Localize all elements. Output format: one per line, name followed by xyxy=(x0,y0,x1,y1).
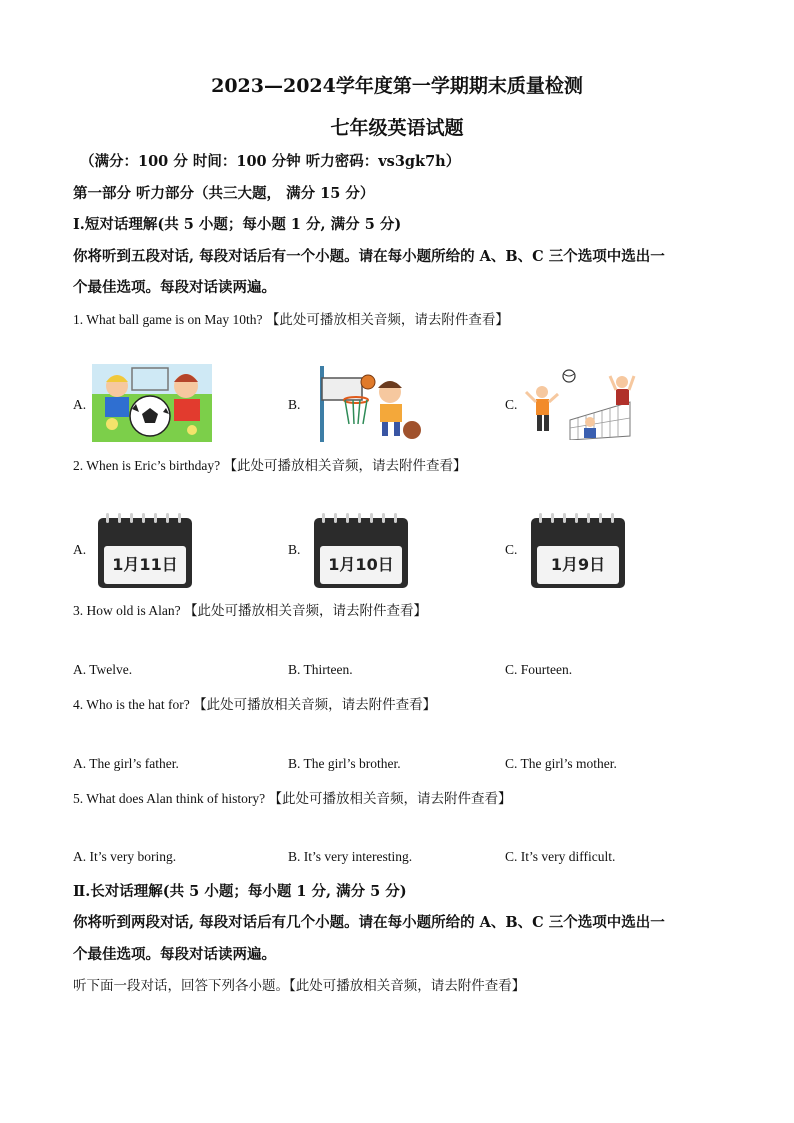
section1-instructions-2: 个最佳选项。每段对话读两遍。 xyxy=(73,279,276,296)
q1-option-a-label: A. xyxy=(73,397,87,412)
basketball-picture xyxy=(318,366,422,442)
q2-option-a-label: A. xyxy=(73,542,87,557)
calendar-icon-c xyxy=(529,512,627,594)
section2-prompt: 听下面一段对话，回答下列各小题。【此处可播放相关音频，请去附件查看】 xyxy=(73,978,526,994)
question-2: 2. When is Eric’s birthday? 【此处可播放相关音频，请去附件查看】 xyxy=(73,458,467,473)
q3-option-a: A. Twelve. xyxy=(73,662,133,677)
section2-instructions-2: 个最佳选项。每段对话读两遍。 xyxy=(73,946,276,963)
q5-option-b: B. It’s very interesting. xyxy=(288,849,413,864)
q5-option-c: C. It’s very difficult. xyxy=(505,849,616,864)
calendar-date-b: 1月10日 xyxy=(328,555,394,574)
section2-heading: Ⅱ.长对话理解(共 5 小题；每小题 1 分, 满分 5 分) xyxy=(73,883,407,900)
question-3: 3. How old is Alan? 【此处可播放相关音频，请去附件查看】 xyxy=(73,603,427,618)
section1-heading: Ⅰ.短对话理解(共 5 小题；每小题 1 分, 满分 5 分) xyxy=(73,216,402,233)
question-4: 4. Who is the hat for? 【此处可播放相关音频，请去附件查看】 xyxy=(73,697,437,712)
q3-option-c: C. Fourteen. xyxy=(505,662,573,677)
q4-option-b: B. The girl’s brother. xyxy=(288,756,401,771)
calendar-icon-b xyxy=(312,512,410,594)
exam-subtitle: 七年级英语试题 xyxy=(330,117,464,139)
question-1: 1. What ball game is on May 10th? 【此处可播放相关音频，请去附件查看】 xyxy=(73,312,509,327)
soccer-picture xyxy=(92,364,212,442)
section1-instructions-1: 你将听到五段对话, 每段对话后有一个小题。请在每小题所给的 A、B、C 三个选项中选出一 xyxy=(73,248,665,265)
q2-option-b-label: B. xyxy=(288,542,301,557)
question-5: 5. What does Alan think of history? 【此处可播放相关音频，请去附件查看】 xyxy=(73,791,512,806)
q4-option-a: A. The girl’s father. xyxy=(73,756,179,771)
q1-option-c-label: C. xyxy=(505,397,518,412)
calendar-date-a: 1月11日 xyxy=(112,555,178,574)
q3-option-b: B. Thirteen. xyxy=(288,662,353,677)
calendar-date-c: 1月9日 xyxy=(550,555,606,574)
part1-heading: 第一部分 听力部分（共三大题， 满分 15 分） xyxy=(73,185,375,202)
section2-instructions-1: 你将听到两段对话, 每段对话后有几个小题。请在每小题所给的 A、B、C 三个选项中选出一 xyxy=(73,914,665,931)
volleyball-picture xyxy=(522,366,636,440)
calendar-icon-a xyxy=(96,512,194,594)
q5-option-a: A. It’s very boring. xyxy=(73,849,177,864)
q4-option-c: C. The girl’s mother. xyxy=(505,756,617,771)
exam-info: （满分：100 分 时间：100 分钟 听力密码：vs3gk7h） xyxy=(80,153,461,170)
q1-option-b-label: B. xyxy=(288,397,301,412)
q2-option-c-label: C. xyxy=(505,542,518,557)
exam-title: 2023—2024学年度第一学期期末质量检测 xyxy=(211,75,583,97)
